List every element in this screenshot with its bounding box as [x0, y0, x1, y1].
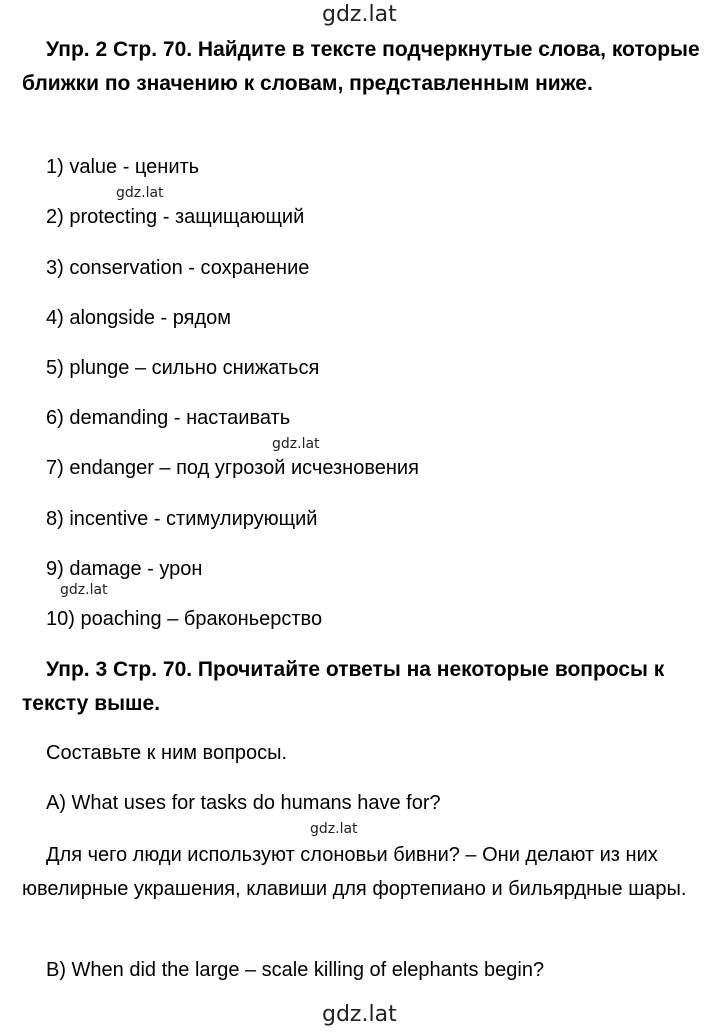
answer-a [22, 838, 712, 906]
exercise-3-instruction: Составьте к ним вопросы. [46, 742, 288, 764]
watermark-bottom: gdz.lat [322, 1002, 397, 1027]
question-a: A) What uses for tasks do humans have for? [46, 792, 441, 814]
watermark-inline: gdz.lat [310, 821, 358, 837]
watermark-inline: gdz.lat [116, 185, 164, 201]
answer-a-text: Для чего люди используют слоновьи бивни? – Они делают из них ювелирные украшения, клавиши для фортепиано и бильярдные шары. [22, 844, 687, 900]
exercise-2-heading [22, 33, 702, 101]
exercise-3-heading-text: Упр. 3 Стр. 70. Прочитайте ответы на некоторые вопросы к тексту выше. [22, 658, 665, 715]
list-item: 10) poaching – браконьерство [46, 608, 323, 630]
list-item: 3) conservation - сохранение [46, 257, 310, 279]
list-item: 6) demanding - настаивать [46, 407, 291, 429]
exercise-3-heading [22, 653, 702, 721]
list-item: 1) value - ценить [46, 156, 200, 178]
list-item: 9) damage - урон [46, 558, 203, 580]
list-item: 8) incentive - стимулирующий [46, 508, 318, 530]
exercise-2-heading-text: Упр. 2 Стр. 70. Найдите в тексте подчеркнутые слова, которые ближки по значению к словам, представленным ниже. [22, 38, 700, 95]
watermark-inline: gdz.lat [60, 582, 108, 598]
list-item: 5) plunge – сильно снижаться [46, 357, 320, 379]
list-item: 2) protecting - защищающий [46, 206, 305, 228]
list-item: 7) endanger – под угрозой исчезновения [46, 457, 419, 479]
watermark-top: gdz.lat [322, 2, 397, 27]
list-item: 4) alongside - рядом [46, 307, 232, 329]
question-b: B) When did the large – scale killing of elephants begin? [46, 959, 545, 981]
watermark-inline: gdz.lat [272, 436, 320, 452]
